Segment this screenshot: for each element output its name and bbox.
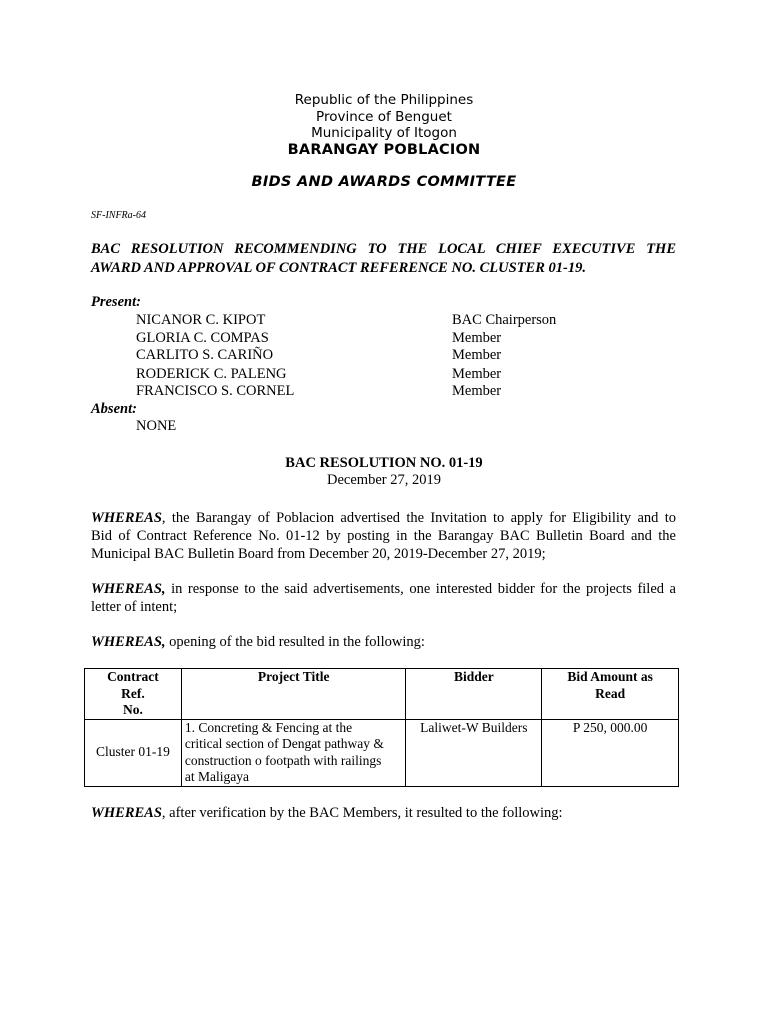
project-title-line: critical section of Dengat pathway & [184, 736, 384, 751]
header-municipality: Municipality of Itogon [311, 125, 457, 141]
whereas-paragraph-4-line-1 [91, 804, 676, 822]
whereas-paragraph-1 [91, 509, 676, 563]
cell-project-title [181, 719, 406, 786]
whereas-paragraph-1-line-3: Municipal BAC Bulletin Board from December 20, 2019-December 27, 2019; [91, 546, 546, 562]
paragraph-text: , after verification by the BAC Members, it resulted to the following: [161, 805, 563, 821]
member-name: GLORIA C. COMPAS [136, 330, 269, 346]
member-name: RODERICK C. PALENG [136, 366, 287, 382]
column-header-project-title: Project Title [181, 669, 406, 720]
cell-bidder: Laliwet-W Builders [406, 719, 542, 786]
header-province: Province of Benguet [316, 109, 452, 125]
paragraph-text: opening of the bid resulted in the following: [165, 634, 425, 650]
header-barangay: BARANGAY POBLACION [287, 142, 481, 158]
whereas-keyword: WHEREAS [91, 510, 162, 526]
present-label: Present: [91, 294, 141, 310]
member-name: CARLITO S. CARIÑO [136, 347, 274, 363]
whereas-paragraph-2-line-1 [91, 580, 676, 598]
whereas-paragraph-4 [91, 804, 676, 822]
member-name: FRANCISCO S. CORNEL [136, 383, 295, 399]
cell-contract-ref: Cluster 01-19 [85, 719, 182, 786]
resolution-title [91, 240, 676, 277]
whereas-keyword: WHEREAS, [91, 634, 166, 650]
project-title-line: construction o footpath with railings [184, 752, 382, 768]
header-text: Contract [107, 669, 159, 684]
whereas-paragraph-2-line-2: letter of intent; [91, 599, 178, 615]
member-role: BAC Chairperson [452, 312, 557, 328]
absent-value: NONE [136, 418, 177, 434]
header-text: Bid Amount as [567, 669, 653, 684]
resolution-title-line-2: AWARD AND APPROVAL OF CONTRACT REFERENCE NO. CLUSTER 01-19. [91, 259, 586, 276]
header-text: Read [595, 685, 626, 701]
whereas-paragraph-3 [91, 633, 676, 651]
whereas-keyword: WHEREAS, [91, 581, 166, 597]
whereas-paragraph-3-line-1 [91, 633, 676, 651]
header-text: No. [123, 702, 143, 717]
member-role: Member [452, 383, 502, 399]
paragraph-text: in response to the said advertisements, one interested bidder for the projects filed a [165, 581, 676, 597]
cell-bid-amount: P 250, 000.00 [542, 719, 679, 786]
table-header-row [85, 669, 679, 720]
bid-results-table [84, 668, 679, 787]
form-code: SF-INFRa-64 [91, 210, 146, 221]
header-text: Ref. [121, 685, 145, 701]
member-role: Member [452, 347, 502, 363]
member-name: NICANOR C. KIPOT [136, 312, 266, 328]
whereas-paragraph-1-line-2: Bid of Contract Reference No. 01-12 by posting in the Barangay BAC Bulletin Board and the [91, 528, 676, 544]
absent-label: Absent: [91, 401, 137, 417]
table-row [85, 719, 679, 786]
project-title-line: at Maligaya [184, 769, 249, 784]
resolution-number: BAC RESOLUTION NO. 01-19 [285, 455, 483, 471]
column-header-bidder: Bidder [406, 669, 542, 720]
whereas-keyword: WHEREAS [91, 805, 162, 821]
column-header-contract-ref [85, 669, 182, 720]
resolution-title-line-1: BAC RESOLUTION RECOMMENDING TO THE LOCAL CHIEF EXECUTIVE THE [91, 241, 676, 257]
column-header-bid-amount [542, 669, 679, 720]
member-role: Member [452, 330, 502, 346]
whereas-paragraph-2 [91, 580, 676, 616]
header-republic: Republic of the Philippines [294, 92, 474, 108]
header-committee: BIDS AND AWARDS COMMITTEE [251, 174, 517, 190]
whereas-paragraph-1-line-1 [91, 509, 676, 527]
member-role: Member [452, 366, 502, 382]
paragraph-text: , the Barangay of Poblacion advertised the Invitation to apply for Eligibility and to [161, 510, 676, 526]
project-title-line: 1. Concreting & Fencing at the [184, 719, 353, 735]
resolution-date: December 27, 2019 [327, 472, 441, 488]
